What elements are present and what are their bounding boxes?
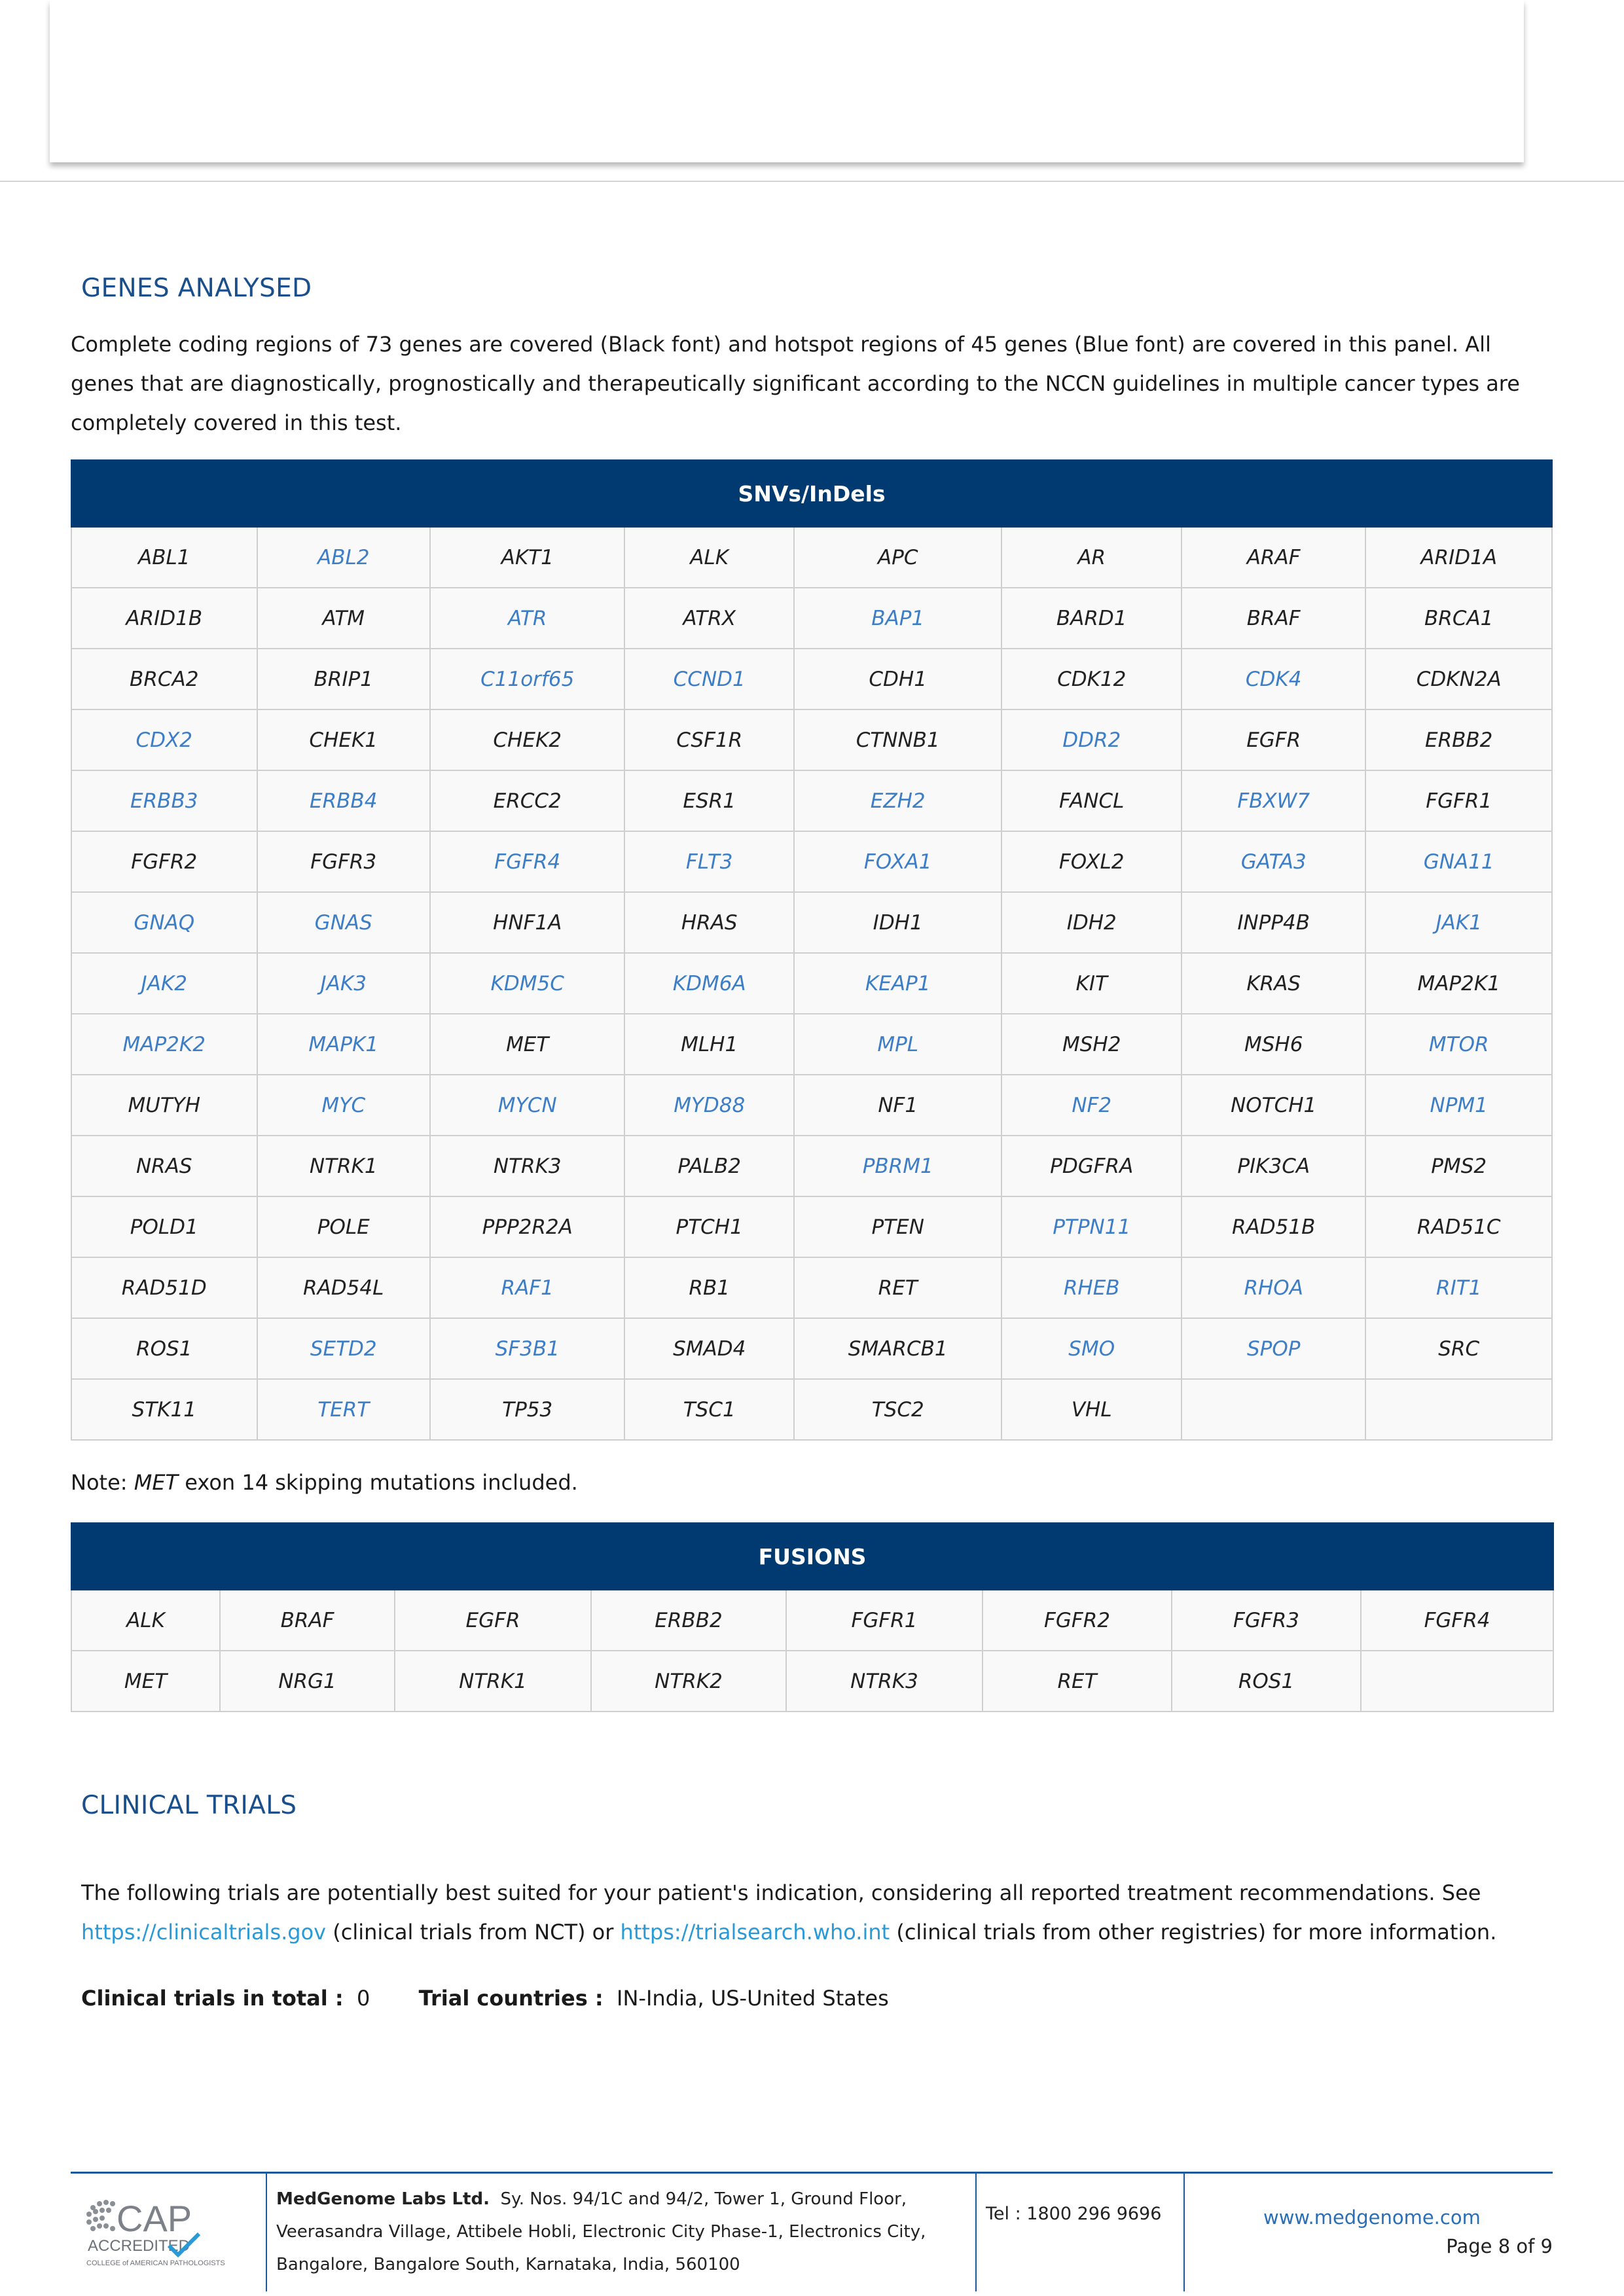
snv-table-row [71,1014,1552,1075]
snv-gene-cell: PPP2R2A [430,1196,625,1257]
note-suffix: exon 14 skipping mutations included. [178,1470,578,1495]
trialsearch-who-link[interactable]: https://trialsearch.who.int [620,1920,890,1945]
snv-gene-cell: CTNNB1 [794,709,1002,770]
snv-table-row [71,588,1552,649]
snv-gene-cell: BRAF [1182,588,1365,649]
trials-total-label: Clinical trials in total : [81,1986,344,2011]
snv-gene-cell: FLT3 [624,831,793,892]
header-divider [0,181,1624,182]
snv-gene-cell: RET [794,1257,1002,1318]
snv-gene-cell: CHEK1 [257,709,430,770]
snv-gene-cell: BAP1 [794,588,1002,649]
snv-gene-cell: PIK3CA [1182,1136,1365,1196]
snv-gene-cell: RIT1 [1365,1257,1552,1318]
snv-gene-cell: FANCL [1001,770,1181,831]
snv-gene-cell: MYD88 [624,1075,793,1136]
footer-address-line3: Bangalore, Bangalore South, Karnataka, India, 560100 [276,2255,740,2274]
snv-gene-cell: PTEN [794,1196,1002,1257]
fusion-gene-cell: FGFR1 [786,1590,983,1651]
clinicaltrials-gov-link[interactable]: https://clinicaltrials.gov [81,1920,327,1945]
genes-analysed-heading: GENES ANALYSED [81,274,312,303]
snv-gene-cell: BRIP1 [257,649,430,709]
snv-gene-cell: ERCC2 [430,770,625,831]
snv-gene-cell: ATM [257,588,430,649]
snv-gene-cell: MTOR [1365,1014,1552,1075]
snv-gene-cell: SETD2 [257,1318,430,1379]
snv-gene-cell: SF3B1 [430,1318,625,1379]
cap-accredited-logo [71,2174,267,2291]
snv-table-row [71,1318,1552,1379]
snv-gene-cell: EGFR [1182,709,1365,770]
snv-gene-cell: NOTCH1 [1182,1075,1365,1136]
snv-gene-cell: GNAQ [71,892,257,953]
snv-gene-cell: JAK2 [71,953,257,1014]
snv-table-row [71,1257,1552,1318]
cap-logo-college: COLLEGE of AMERICAN PATHOLOGISTS [86,2259,225,2267]
snv-gene-cell: MAP2K2 [71,1014,257,1075]
snv-gene-cell: ESR1 [624,770,793,831]
snv-gene-cell: ABL2 [257,527,430,588]
snv-gene-cell: PBRM1 [794,1136,1002,1196]
snv-gene-cell: PTPN11 [1001,1196,1181,1257]
snv-gene-cell: MAP2K1 [1365,953,1552,1014]
snv-gene-cell: PALB2 [624,1136,793,1196]
snv-gene-cell: TSC2 [794,1379,1002,1440]
snv-gene-cell: CCND1 [624,649,793,709]
snv-gene-cell: TERT [257,1379,430,1440]
snv-gene-cell: EZH2 [794,770,1002,831]
snv-gene-cell: IDH1 [794,892,1002,953]
snv-gene-cell: MPL [794,1014,1002,1075]
footer-address-line2: Veerasandra Village, Attibele Hobli, Electronic City Phase-1, Electronics City, [276,2222,926,2242]
snv-gene-cell: MYCN [430,1075,625,1136]
snv-gene-cell: BARD1 [1001,588,1181,649]
snv-gene-cell: ROS1 [71,1318,257,1379]
snv-gene-cell: RAD51B [1182,1196,1365,1257]
footer-company: MedGenome Labs Ltd. [276,2189,490,2209]
footer-address-line1: Sy. Nos. 94/1C and 94/2, Tower 1, Ground Floor, [500,2189,907,2209]
fusion-gene-cell: ALK [71,1590,220,1651]
snv-table-row [71,892,1552,953]
fusion-gene-cell: RET [983,1651,1172,1712]
fusion-gene-cell: ERBB2 [591,1590,786,1651]
footer-phone: Tel : 1800 296 9696 [977,2174,1185,2291]
snv-gene-cell: MET [430,1014,625,1075]
snv-gene-cell: FGFR2 [71,831,257,892]
page-footer [71,2174,1553,2291]
fusion-gene-cell: FGFR2 [983,1590,1172,1651]
page-number: Page 8 of 9 [1446,2235,1553,2257]
snv-gene-cell: MAPK1 [257,1014,430,1075]
snv-gene-cell: ABL1 [71,527,257,588]
fusion-gene-cell [1361,1651,1553,1712]
fusion-gene-cell: MET [71,1651,220,1712]
snv-gene-cell: ALK [624,527,793,588]
cap-logo-accredited: ACCREDITED [88,2237,190,2255]
snv-gene-cell: FGFR4 [430,831,625,892]
snv-gene-cell: GATA3 [1182,831,1365,892]
snv-gene-cell: ARID1A [1365,527,1552,588]
snv-gene-cell: FBXW7 [1182,770,1365,831]
snv-gene-cell: AKT1 [430,527,625,588]
snv-gene-cell: STK11 [71,1379,257,1440]
snv-gene-cell: JAK3 [257,953,430,1014]
snv-gene-cell: MSH6 [1182,1014,1365,1075]
snv-table-row [71,1075,1552,1136]
fusion-gene-cell: NTRK1 [395,1651,591,1712]
snv-gene-cell: DDR2 [1001,709,1181,770]
cap-logo-icon [71,2174,266,2291]
footer-address [267,2174,977,2291]
snv-gene-cell: CDKN2A [1365,649,1552,709]
snv-gene-cell: CDK12 [1001,649,1181,709]
trials-text-part1: The following trials are potentially best suited for your patient's indication, considering all reported treatment recommendations. See [81,1880,1481,1905]
snv-gene-cell: MYC [257,1075,430,1136]
snv-gene-cell [1182,1379,1365,1440]
snv-gene-cell: PTCH1 [624,1196,793,1257]
snv-gene-cell: SMARCB1 [794,1318,1002,1379]
snv-gene-cell: KEAP1 [794,953,1002,1014]
snv-gene-cell: ERBB2 [1365,709,1552,770]
snv-gene-cell: GNA11 [1365,831,1552,892]
fusion-table-row [71,1651,1553,1712]
fusion-table-row [71,1590,1553,1651]
snv-gene-cell: KDM6A [624,953,793,1014]
snv-gene-cell: CHEK2 [430,709,625,770]
snv-gene-cell: PDGFRA [1001,1136,1181,1196]
fusion-gene-cell: NTRK2 [591,1651,786,1712]
snv-gene-cell: MUTYH [71,1075,257,1136]
snv-gene-cell: CDH1 [794,649,1002,709]
snv-gene-cell: ATR [430,588,625,649]
snv-gene-cell: CDK4 [1182,649,1365,709]
snv-gene-cell: NRAS [71,1136,257,1196]
header-placeholder-box [50,0,1524,162]
snv-gene-cell: RAD54L [257,1257,430,1318]
snv-table-row [71,649,1552,709]
snv-table-row [71,709,1552,770]
snv-gene-cell: RHOA [1182,1257,1365,1318]
snv-table-row [71,527,1552,588]
snv-table-row [71,831,1552,892]
trial-countries-value: IN-India, US-United States [617,1986,889,2011]
snv-gene-cell: ERBB3 [71,770,257,831]
snv-gene-cell: CDX2 [71,709,257,770]
snv-gene-cell: GNAS [257,892,430,953]
snv-gene-cell: RAD51D [71,1257,257,1318]
snv-gene-cell: TP53 [430,1379,625,1440]
genes-intro-text: Complete coding regions of 73 genes are covered (Black font) and hotspot regions of 45 genes (Blue font) are covered in this panel. All genes that are diagnostically, prognostically and therapeutically significant according to the NCCN guidelines in multiple cancer types are completely covered in this test. [71,332,1520,435]
snv-gene-cell: AR [1001,527,1181,588]
snv-gene-cell: FGFR1 [1365,770,1552,831]
snv-gene-cell: C11orf65 [430,649,625,709]
snv-table-title: SNVs/InDels [71,460,1552,527]
footer-website-link[interactable]: www.medgenome.com [1263,2206,1481,2229]
snv-table-row [71,1136,1552,1196]
fusion-gene-cell: NRG1 [220,1651,395,1712]
snv-gene-cell: PMS2 [1365,1136,1552,1196]
fusion-gene-cell: ROS1 [1172,1651,1361,1712]
snv-gene-cell: SPOP [1182,1318,1365,1379]
cap-logo-text: CAP [117,2198,192,2239]
snv-gene-cell: RAF1 [430,1257,625,1318]
snv-gene-cell: VHL [1001,1379,1181,1440]
trial-summary [81,1986,889,2011]
snv-gene-cell: POLD1 [71,1196,257,1257]
snv-gene-cell: CSF1R [624,709,793,770]
snv-gene-cell: INPP4B [1182,892,1365,953]
note-prefix: Note: [71,1470,134,1495]
snv-table-row [71,953,1552,1014]
note-gene: MET [134,1470,179,1495]
snv-gene-cell: NTRK1 [257,1136,430,1196]
snv-gene-cell: SRC [1365,1318,1552,1379]
snv-gene-cell: MSH2 [1001,1014,1181,1075]
fusion-gene-cell: EGFR [395,1590,591,1651]
snv-gene-cell: ARID1B [71,588,257,649]
snv-gene-cell: SMO [1001,1318,1181,1379]
fusion-gene-cell: FGFR4 [1361,1590,1553,1651]
snv-gene-cell: FOXA1 [794,831,1002,892]
snv-gene-cell: NF1 [794,1075,1002,1136]
snv-gene-cell: NF2 [1001,1075,1181,1136]
snv-gene-cell: NPM1 [1365,1075,1552,1136]
snv-gene-cell: NTRK3 [430,1136,625,1196]
snv-table-row [71,1196,1552,1257]
snv-table-row [71,770,1552,831]
snv-gene-cell: SMAD4 [624,1318,793,1379]
fusion-gene-cell: BRAF [220,1590,395,1651]
snv-gene-cell: TSC1 [624,1379,793,1440]
snv-gene-cell: IDH2 [1001,892,1181,953]
clinical-trials-text [81,1873,1554,1952]
snv-table-row [71,1379,1552,1440]
snv-gene-cell [1365,1379,1552,1440]
snv-gene-cell: HRAS [624,892,793,953]
snv-gene-cell: HNF1A [430,892,625,953]
fusions-table-title: FUSIONS [71,1523,1553,1590]
trials-text-part3: (clinical trials from other registries) for more information. [890,1920,1497,1945]
snv-gene-cell: ARAF [1182,527,1365,588]
snv-gene-cell: MLH1 [624,1014,793,1075]
clinical-trials-heading: CLINICAL TRIALS [81,1791,297,1820]
snv-gene-cell: BRCA2 [71,649,257,709]
trials-text-part2: (clinical trials from NCT) or [326,1920,621,1945]
snv-gene-cell: JAK1 [1365,892,1552,953]
trial-countries-label: Trial countries : [418,1986,604,2011]
snv-gene-cell: RAD51C [1365,1196,1552,1257]
fusions-table [71,1522,1554,1712]
snv-gene-cell: FOXL2 [1001,831,1181,892]
snv-gene-cell: ERBB4 [257,770,430,831]
snv-gene-cell: RHEB [1001,1257,1181,1318]
footer-web-cell [1185,2174,1553,2291]
fusion-gene-cell: FGFR3 [1172,1590,1361,1651]
snv-gene-cell: BRCA1 [1365,588,1552,649]
snv-gene-cell: APC [794,527,1002,588]
snv-gene-cell: KDM5C [430,953,625,1014]
met-note [71,1470,578,1495]
trials-total-value: 0 [356,1986,370,2011]
fusion-gene-cell: NTRK3 [786,1651,983,1712]
snv-indel-table [71,459,1553,1441]
snv-gene-cell: ATRX [624,588,793,649]
snv-gene-cell: KIT [1001,953,1181,1014]
snv-gene-cell: RB1 [624,1257,793,1318]
snv-gene-cell: FGFR3 [257,831,430,892]
snv-gene-cell: POLE [257,1196,430,1257]
snv-gene-cell: KRAS [1182,953,1365,1014]
